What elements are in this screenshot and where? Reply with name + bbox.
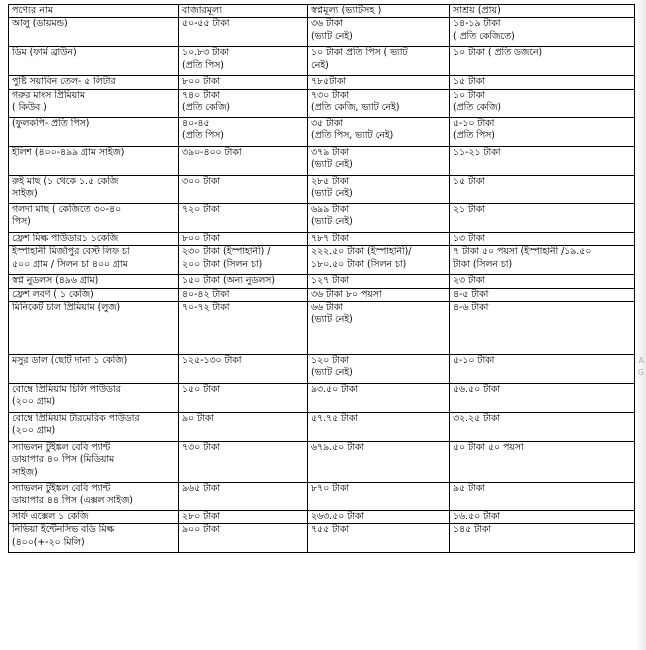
market-price-cell: [179, 511, 308, 524]
shwapno-price-cell: [308, 76, 450, 89]
saving-cell: [450, 524, 635, 553]
cell-text-line: ১৪৫ টাকা: [453, 524, 492, 536]
cell-text-line: ৯৫ টাকা: [453, 483, 485, 495]
shwapno-price-cell: [308, 413, 450, 442]
shwapno-price-cell: [308, 203, 450, 232]
market-price-cell: [179, 117, 308, 146]
cell-text-line: ৭৩০ টাকা: [311, 89, 350, 101]
cell-text-line: ৫০০ গ্রাম / সিলন চা ৪০০ গ্রাম: [12, 258, 128, 270]
shwapno-price-cell: [308, 175, 450, 203]
product-name-cell: [9, 413, 179, 442]
saving-cell: [450, 146, 635, 175]
cell-text-line: ২৮০ টাকা: [182, 511, 221, 523]
cell-text-line: ২০০ টাকা (সিলন চা): [182, 258, 263, 270]
product-name-cell: [9, 511, 179, 524]
cell-text-line: সাইজ): [12, 188, 38, 200]
cell-text-line: ইলিশ (৪০০-৪৯৯ গ্রাম সাইজ): [12, 146, 125, 158]
cell-text-line: নিভিয়া ইন্টেনসিভ বডি মিল্ক: [12, 524, 114, 536]
saving-cell: [450, 442, 635, 483]
cell-text-line: ৫-১০ টাকা: [453, 117, 495, 129]
shwapno-price-cell: [308, 355, 450, 384]
cell-text-line: ৪-৬ টাকা: [453, 302, 489, 314]
cell-text-line: ৩৯০-৪০০ টাকা: [182, 146, 242, 158]
product-name-cell: [9, 275, 179, 288]
cell-text-line: ডায়াপার ৪৪ পিস (এক্সল সাইজ): [12, 495, 133, 507]
cell-text-line: ৭২০ টাকা: [182, 203, 221, 215]
cell-text-line: মসুর ডাল (ছোট দানা ১ কেজি): [12, 355, 128, 367]
cell-text-line: ৭৮৭ টাকা: [311, 232, 350, 244]
shwapno-price-cell: [308, 483, 450, 511]
table-row: [9, 302, 635, 355]
cell-text-line: ৩৬ টাকা ৮০ পয়সা: [311, 288, 382, 300]
cell-text-line: (ফুলকপি- প্রতি পিস): [12, 117, 90, 129]
market-price-cell: [179, 18, 308, 47]
cell-text-line: (ভ্যাট নেই): [311, 159, 353, 171]
cell-text-line: ১৫০ টাকা: [182, 384, 221, 396]
table-row: [9, 275, 635, 288]
table-row: [9, 175, 635, 203]
header-row: [9, 5, 635, 18]
cell-text-line: রুই মাছ (১ থেকে ১.৫ কেজি: [12, 175, 119, 187]
shwapno-price-cell: [308, 384, 450, 413]
cell-text-line: ফ্রেশ মিল্ক পাউডার১ ১কেজি: [12, 232, 119, 244]
cell-text-line: ২১ টাকা: [453, 203, 485, 215]
cell-text-line: ১৫ টাকা: [453, 175, 485, 187]
cell-text-line: ৭৪০ টাকা: [182, 89, 221, 101]
product-name-cell: [9, 47, 179, 76]
table-row: [9, 76, 635, 89]
cell-text-line: ১০ টাকা ( প্রতি ডজনে): [453, 47, 543, 59]
cell-text-line: ৮৭০ টাকা: [311, 483, 350, 495]
table-row: [9, 89, 635, 117]
market-price-cell: [179, 146, 308, 175]
cell-text-line: (২০০ গ্রাম): [12, 396, 56, 408]
table-row: [9, 355, 635, 384]
cell-text-line: ৮০০ টাকা: [182, 76, 221, 88]
shwapno-price-cell: [308, 232, 450, 245]
cell-text-line: (প্রতি কেজি): [182, 102, 231, 114]
cell-text-line: ৭০-৭২ টাকা: [182, 302, 230, 314]
market-price-cell: [179, 275, 308, 288]
table-row: [9, 203, 635, 232]
cell-text-line: ৯৬৫ টাকা: [182, 483, 221, 495]
table-row: [9, 413, 635, 442]
cell-text-line: ১০ টাকা: [453, 89, 485, 101]
cell-text-line: ৯০ টাকা: [182, 413, 214, 425]
cell-text-line: আলু (ডায়মন্ড): [12, 18, 68, 30]
product-name-cell: [9, 384, 179, 413]
cell-text-line: ৭৫৫ টাকা: [311, 524, 350, 536]
cell-text-line: ১২০ টাকা: [311, 355, 350, 367]
shwapno-price-cell: [308, 275, 450, 288]
document-page: [8, 4, 634, 553]
cell-text-line: বোম্বে প্রিমিয়াম টারমেরিক পাউডার: [12, 413, 140, 425]
market-price-cell: [179, 232, 308, 245]
cell-text-line: স্যাভলন টুইঙ্কল বেবি প্যান্ট: [12, 483, 111, 495]
cell-text-line: ৬৯৯ টাকা: [311, 203, 350, 215]
saving-cell: [450, 288, 635, 301]
cell-text-line: ৬৭৯.৫০ টাকা: [311, 442, 365, 454]
cell-text-line: ৯০০ টাকা: [182, 524, 221, 536]
product-name-cell: [9, 232, 179, 245]
cell-text-line: ৪-৫ টাকা: [453, 288, 489, 300]
cell-text-line: ৩৭৯ টাকা: [311, 146, 350, 158]
cell-text-line: ফ্রেশ লবণ ( ১ কেজি): [12, 288, 94, 300]
shwapno-price-cell: [308, 302, 450, 355]
table-row: [9, 483, 635, 511]
header-product-name: পণ্যের নাম: [9, 5, 179, 18]
cell-text-line: ডায়াপার ৪০ পিস (মিডিয়াম: [12, 454, 115, 466]
table-row: [9, 511, 635, 524]
cell-text-line: (ভ্যাট নেই): [311, 367, 353, 379]
cell-text-line: ৮০০ টাকা: [182, 232, 221, 244]
market-price-cell: [179, 302, 308, 355]
cell-text-line: ৪০-৪৫: [182, 117, 210, 129]
saving-cell: [450, 47, 635, 76]
cell-text-line: ৭৮৫টাকা: [311, 76, 347, 88]
cell-text-line: ( কিউব ): [12, 102, 47, 114]
cell-text-line: ৪০-৪২ টাকা: [182, 288, 230, 300]
table-row: [9, 524, 635, 553]
product-name-cell: [9, 175, 179, 203]
shwapno-price-cell: [308, 117, 450, 146]
table-row: [9, 246, 635, 275]
shwapno-price-cell: [308, 524, 450, 553]
market-price-cell: [179, 524, 308, 553]
cell-text-line: ৫৭.৭৫ টাকা: [311, 413, 359, 425]
product-name-cell: [9, 288, 179, 301]
shwapno-price-cell: [308, 47, 450, 76]
cell-text-line: (প্রতি কেজি): [453, 102, 502, 114]
cell-text-line: ২৮৫ টাকা: [311, 175, 350, 187]
cell-text-line: (প্রতি পিস): [182, 130, 224, 142]
saving-cell: [450, 483, 635, 511]
product-name-cell: [9, 203, 179, 232]
saving-cell: [450, 302, 635, 355]
cell-text-line: স্যাভলন টুইঙ্কল বেবি প্যান্ট: [12, 442, 111, 454]
cell-text-line: স্বপ্ন নুডলস (৪৯৬ গ্রাম): [12, 275, 99, 287]
saving-cell: [450, 232, 635, 245]
cell-text-line: মিনিকেট চাল প্রিমিয়াম (লুজ): [12, 302, 121, 314]
market-price-cell: [179, 288, 308, 301]
header-shwapno-price: স্বপ্নমূল্য (ভ্যাটসহ ): [308, 5, 450, 18]
table-row: [9, 288, 635, 301]
side-mark-g: G: [637, 368, 644, 377]
cell-text-line: সাইজ): [12, 466, 38, 478]
product-name-cell: [9, 76, 179, 89]
shwapno-price-cell: [308, 511, 450, 524]
cell-text-line: (ভ্যাট নেই): [311, 314, 353, 326]
cell-text-line: ২৩ টাকা: [453, 275, 486, 287]
cell-text-line: ১৫০ টাকা (অন্য নুডলস): [182, 275, 275, 287]
saving-cell: [450, 275, 635, 288]
product-name-cell: [9, 302, 179, 355]
saving-cell: [450, 89, 635, 117]
product-name-cell: [9, 146, 179, 175]
cell-text-line: (৪০০(+-২০ মিলি): [12, 536, 85, 548]
cell-text-line: ১২৭ টাকা: [311, 275, 350, 287]
cell-text-line: ৫০ টাকা ৫০ পয়সা: [453, 442, 524, 454]
cell-text-line: ১২৫-১৩০ টাকা: [182, 355, 242, 367]
saving-cell: [450, 117, 635, 146]
cell-text-line: ৩৫ টাকা: [311, 117, 343, 129]
saving-cell: [450, 246, 635, 275]
cell-text-line: ৭ টাকা ৫০ পয়সা (ইস্পাহানী /১৯.৫০: [453, 246, 592, 258]
market-price-cell: [179, 76, 308, 89]
product-name-cell: [9, 89, 179, 117]
product-name-cell: [9, 524, 179, 553]
header-saving: সাশ্রয় (প্রায়): [450, 5, 635, 18]
table-row: [9, 18, 635, 47]
table-row: [9, 384, 635, 413]
cell-text-line: ২২২.৫০ টাকা (ইস্পাহানী)/: [311, 246, 412, 258]
cell-text-line: ৫০-৫৫ টাকা: [182, 18, 230, 30]
cell-text-line: ৫৬.৫০ টাকা: [453, 384, 501, 396]
cell-text-line: (ভ্যাট নেই): [311, 216, 353, 228]
cell-text-line: নেই): [311, 59, 329, 71]
cell-text-line: ১০ টাকা প্রতি পিস ( ভ্যাট: [311, 47, 408, 59]
saving-cell: [450, 511, 635, 524]
table-row: [9, 117, 635, 146]
cell-text-line: পিস): [12, 216, 31, 228]
saving-cell: [450, 175, 635, 203]
cell-text-line: ১৩ টাকা: [453, 232, 485, 244]
market-price-cell: [179, 355, 308, 384]
shwapno-price-cell: [308, 89, 450, 117]
market-price-cell: [179, 413, 308, 442]
cell-text-line: ৫-১০ টাকা: [453, 355, 495, 367]
cell-text-line: ১৫ টাকা: [453, 76, 485, 88]
market-price-cell: [179, 203, 308, 232]
market-price-cell: [179, 442, 308, 483]
cell-text-line: বোম্বে প্রিমিয়াম চিলি পাউডার: [12, 384, 121, 396]
cell-text-line: গলদা মাছ ( কেজিতে ৩০-৪০: [12, 203, 122, 215]
saving-cell: [450, 413, 635, 442]
cell-text-line: (ভ্যাট নেই): [311, 188, 353, 200]
shwapno-price-cell: [308, 442, 450, 483]
side-mark-a: A: [638, 356, 644, 365]
product-name-cell: [9, 18, 179, 47]
cell-text-line: ( প্রতি কেজিতে): [453, 30, 515, 42]
cell-text-line: ২৩০ টাকা (ইস্পাহানী) /: [182, 246, 271, 258]
saving-cell: [450, 384, 635, 413]
shwapno-price-cell: [308, 18, 450, 47]
saving-cell: [450, 76, 635, 89]
header-market-price: বাজারমূল্য: [179, 5, 308, 18]
market-price-cell: [179, 384, 308, 413]
shwapno-price-cell: [308, 146, 450, 175]
table-row: [9, 47, 635, 76]
saving-cell: [450, 203, 635, 232]
cell-text-line: পুষ্টি সয়াবিন তেল- ৫ লিটার: [12, 76, 116, 88]
market-price-cell: [179, 47, 308, 76]
cell-text-line: (২০০ গ্রাম): [12, 425, 56, 437]
product-name-cell: [9, 442, 179, 483]
product-name-cell: [9, 246, 179, 275]
shwapno-price-cell: [308, 246, 450, 275]
cell-text-line: ১৪-১৯ টাকা: [453, 18, 501, 30]
cell-text-line: ৯৩.৫০ টাকা: [311, 384, 359, 396]
market-price-cell: [179, 89, 308, 117]
cell-text-line: ৬৬ টাকা: [311, 302, 344, 314]
market-price-cell: [179, 246, 308, 275]
cell-text-line: (প্রতি পিস, ভ্যাট নেই): [311, 130, 394, 142]
cell-text-line: (প্রতি পিস): [453, 130, 495, 142]
cell-text-line: টাকা (সিলন চা): [453, 258, 513, 270]
page-edge-shadow: [636, 0, 646, 650]
price-comparison-table: [8, 4, 635, 553]
table-row: [9, 232, 635, 245]
market-price-cell: [179, 175, 308, 203]
cell-text-line: ১৮০.৫০ টাকা (সিলন চা): [311, 258, 407, 270]
cell-text-line: ১০.৮৩ টাকা: [182, 47, 230, 59]
cell-text-line: ৭৩০ টাকা: [182, 442, 221, 454]
cell-text-line: ১১-২১ টাকা: [453, 146, 501, 158]
cell-text-line: ২৬৩.৫০ টাকা: [311, 511, 365, 523]
product-name-cell: [9, 483, 179, 511]
cell-text-line: ইস্পাহানী মির্জাপুর বেস্ট লিফ চা: [12, 246, 130, 258]
cell-text-line: সার্ফ এক্সেল ১ কেজি: [12, 511, 89, 523]
shwapno-price-cell: [308, 288, 450, 301]
table-row: [9, 146, 635, 175]
product-name-cell: [9, 117, 179, 146]
market-price-cell: [179, 483, 308, 511]
table-body: [9, 18, 635, 553]
cell-text-line: ৩২.২৫ টাকা: [453, 413, 501, 425]
cell-text-line: ৩০০ টাকা: [182, 175, 221, 187]
cell-text-line: [311, 327, 446, 339]
table-row: [9, 442, 635, 483]
cell-text-line: গরুর মাংস প্রিমিয়াম: [12, 89, 86, 101]
saving-cell: [450, 355, 635, 384]
product-name-cell: [9, 355, 179, 384]
cell-text-line: (ভ্যাট নেই): [311, 30, 353, 42]
cell-text-line: (প্রতি কেজি, ভ্যাট নেই): [311, 102, 400, 114]
saving-cell: [450, 18, 635, 47]
cell-text-line: (প্রতি পিস): [182, 59, 224, 71]
cell-text-line: ৩৬ টাকা: [311, 18, 344, 30]
cell-text-line: ডিম (ফার্ম ব্রাউন): [12, 47, 77, 59]
cell-text-line: ১৬.৫০ টাকা: [453, 511, 501, 523]
